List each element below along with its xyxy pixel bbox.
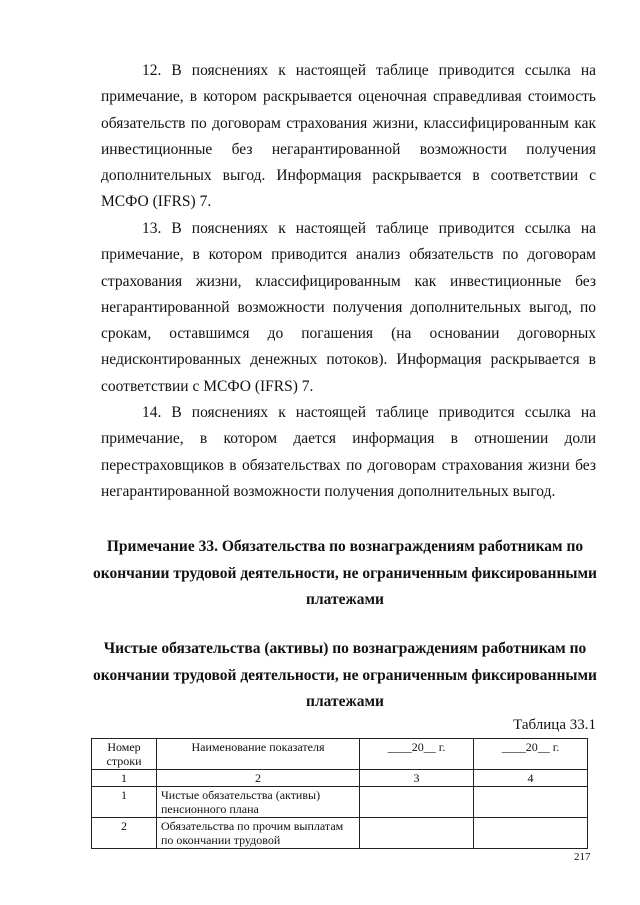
data-table xyxy=(91,738,588,849)
header-name: Наименование показателя xyxy=(157,739,360,770)
row-num: 2 xyxy=(92,818,157,849)
column-number-3: 3 xyxy=(360,770,474,787)
row-value xyxy=(360,787,474,818)
column-number-2: 2 xyxy=(157,770,360,787)
row-num: 1 xyxy=(92,787,157,818)
paragraph-14: 14. В пояснениях к настоящей таблице приводится ссылка на примечание, в котором дается информация в отношении доли перестраховщиков в обязательствах по договорам страхования жизни без негарантированной возможности получения дополнительных выгод. xyxy=(101,404,596,500)
table-row xyxy=(92,787,588,818)
header-col4: ____20__ г. xyxy=(474,739,588,770)
row-value xyxy=(474,818,588,849)
paragraph-12: 12. В пояснениях к настоящей таблице приводится ссылка на примечание, в котором раскрывается оценочная справедливая стоимость обязательств по договорам страхования жизни, классифицированным как инвестиционные без негарантированной возможности получения дополнительных выгод. Информация раскрывается в соответствии с МСФО (IFRS) 7. xyxy=(101,62,596,211)
column-number-row xyxy=(92,770,588,787)
row-value xyxy=(474,787,588,818)
table-caption: Таблица 33.1 xyxy=(513,717,596,733)
page-number: 217 xyxy=(574,851,591,863)
column-number-4: 4 xyxy=(474,770,588,787)
row-name: Обязательства по прочим выплатам по окончании трудовой xyxy=(157,818,360,849)
row-value xyxy=(360,818,474,849)
table-heading: Чистые обязательства (активы) по вознаграждениям работникам по окончании трудовой деятельности, не ограниченным фиксированными платежами xyxy=(93,640,597,710)
table-row xyxy=(92,818,588,849)
column-number-1: 1 xyxy=(92,770,157,787)
note-heading: Примечание 33. Обязательства по вознаграждениям работникам по окончании трудовой деятельности, не ограниченным фиксированными платежами xyxy=(93,538,597,608)
row-name: Чистые обязательства (активы) пенсионного плана xyxy=(157,787,360,818)
paragraph-13: 13. В пояснениях к настоящей таблице приводится ссылка на примечание, в котором приводится анализ обязательств по договорам страхования жизни, классифицированным как инвестиционные без негарантированной возможности получения дополнительных выгод, по срокам, оставшимся до погашения (на основании договорных недисконтированных денежных потоков). Информация раскрывается в соответствии с МСФО (IFRS) 7. xyxy=(101,220,596,395)
header-col3: ____20__ г. xyxy=(360,739,474,770)
table-header-row xyxy=(92,739,588,770)
header-num: Номер строки xyxy=(92,739,157,770)
